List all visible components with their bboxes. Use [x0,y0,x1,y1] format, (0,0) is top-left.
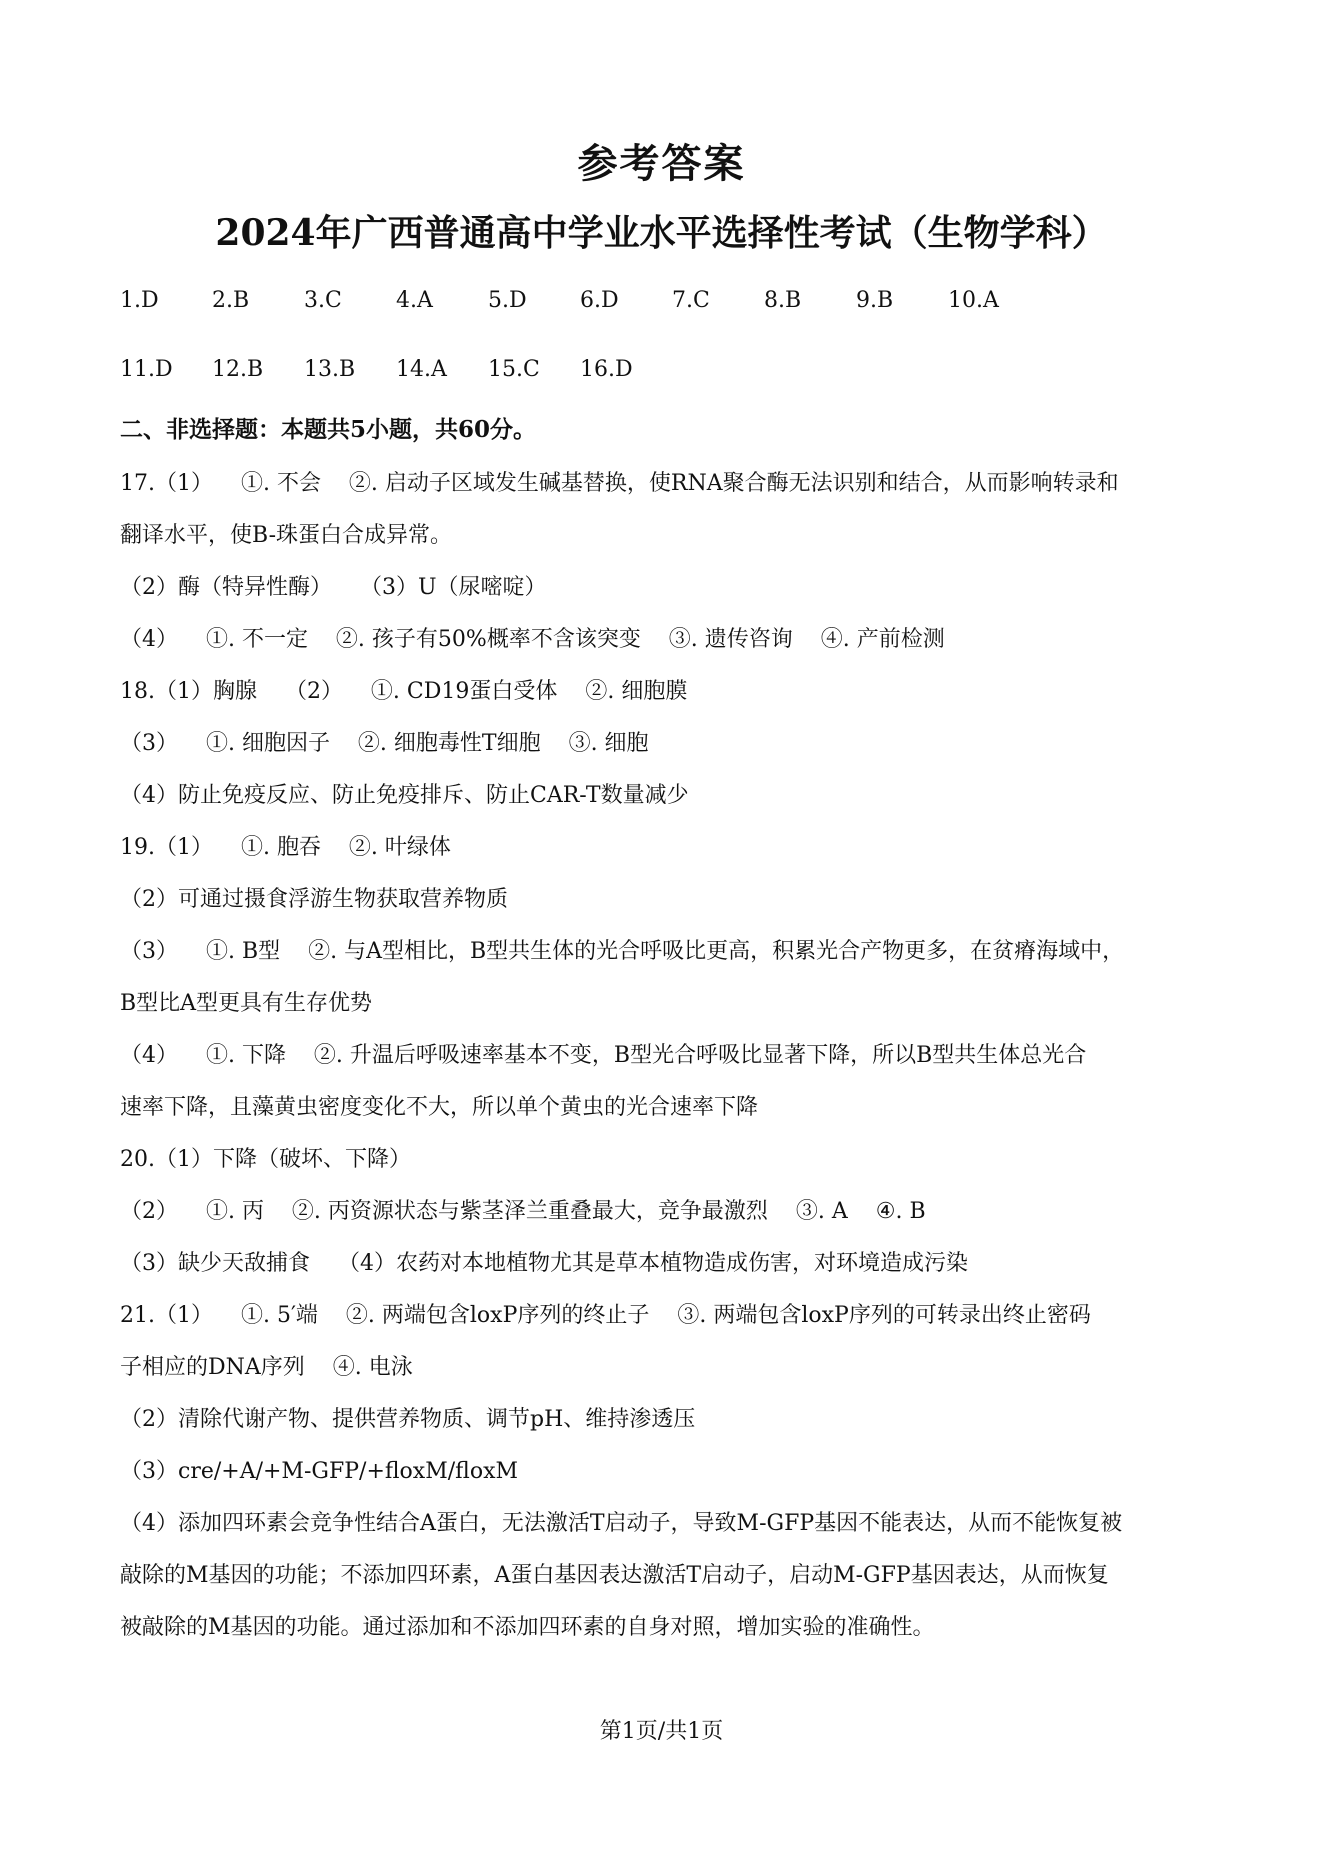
mc-answer: 15.C [488,357,540,382]
answer-line: （3） ①. B型 ②. 与A型相比，B型共生体的光合呼吸比更高，积累光合产物更多，在贫瘠海域中， [120,939,1125,964]
mc-answers-row-2 [120,357,672,382]
mc-answer: 10.A [948,288,999,313]
answer-line: （2） ①. 丙 ②. 丙资源状态与紫茎泽兰重叠最大，竞争最激烈 ③. A ④. B [120,1199,926,1224]
answer-line: （4） ①. 下降 ②. 升温后呼吸速率基本不变，B型光合呼吸比显著下降，所以B型共生体总光合 [120,1043,1087,1068]
answer-line: 敲除的M基因的功能；不添加四环素，A蛋白基因表达激活T启动子，启动M-GFP基因表达，从而恢复 [120,1563,1109,1588]
answer-line: （4） ①. 不一定 ②. 孩子有50%概率不含该突变 ③. 遗传咨询 ④. 产前检测 [120,627,945,652]
answer-line: 速率下降，且藻黄虫密度变化不大，所以单个黄虫的光合速率下降 [120,1095,759,1120]
mc-answers-row-1 [120,288,1040,313]
mc-answer: 1.D [120,288,159,313]
mc-answer: 3.C [304,288,342,313]
answer-line: 翻译水平，使B-珠蛋白合成异常。 [120,523,453,548]
answer-line: （4）防止免疫反应、防止免疫排斥、防止CAR-T数量减少 [120,783,689,808]
answer-line: （3）cre/+A/+M-GFP/+floxM/floxM [120,1459,518,1484]
answer-line: （2）可通过摄食浮游生物获取营养物质 [120,887,508,912]
page-title: 参考答案 [577,140,746,187]
answer-line: （3） ①. 细胞因子 ②. 细胞毒性T细胞 ③. 细胞 [120,731,649,756]
answer-line: 21.（1） ①. 5′端 ②. 两端包含loxP序列的终止子 ③. 两端包含loxP序列的可转录出终止密码 [120,1303,1091,1328]
mc-answer: 2.B [212,288,250,313]
answer-line: （2）酶（特异性酶） （3）U（尿嘧啶） [120,575,547,600]
mc-answer: 8.B [764,288,802,313]
answer-line: 17.（1） ①. 不会 ②. 启动子区域发生碱基替换，使RNA聚合酶无法识别和结合，从而影响转录和 [120,471,1119,496]
mc-answer: 14.A [396,357,447,382]
answer-line: 18.（1）胸腺 （2） ①. CD19蛋白受体 ②. 细胞膜 [120,679,688,704]
mc-answer: 12.B [212,357,264,382]
answer-line: 被敲除的M基因的功能。通过添加和不添加四环素的自身对照，增加实验的准确性。 [120,1615,935,1640]
answer-line: 20.（1）下降（破坏、下降） [120,1147,411,1172]
answer-line: B型比A型更具有生存优势 [120,991,373,1016]
answer-line: 19.（1） ①. 胞吞 ②. 叶绿体 [120,835,451,860]
mc-answer: 9.B [856,288,894,313]
answer-line: 子相应的DNA序列 ④. 电泳 [120,1355,413,1380]
mc-answer: 4.A [396,288,433,313]
section-heading: 二、非选择题：本题共5小题，共60分。 [120,416,537,443]
mc-answer: 6.D [580,288,619,313]
mc-answer: 5.D [488,288,527,313]
exam-subtitle: 2024年广西普通高中学业水平选择性考试（生物学科） [215,212,1108,254]
page-footer: 第1页/共1页 [599,1719,724,1744]
answer-line: （3）缺少天敌捕食 （4）农药对本地植物尤其是草本植物造成伤害，对环境造成污染 [120,1251,968,1276]
answer-line: （2）清除代谢产物、提供营养物质、调节pH、维持渗透压 [120,1407,696,1432]
mc-answer: 16.D [580,357,633,382]
mc-answer: 7.C [672,288,710,313]
mc-answer: 13.B [304,357,356,382]
answer-line: （4）添加四环素会竞争性结合A蛋白，无法激活T启动子，导致M-GFP基因不能表达，从而不能恢复被 [120,1511,1123,1536]
mc-answer: 11.D [120,357,173,382]
